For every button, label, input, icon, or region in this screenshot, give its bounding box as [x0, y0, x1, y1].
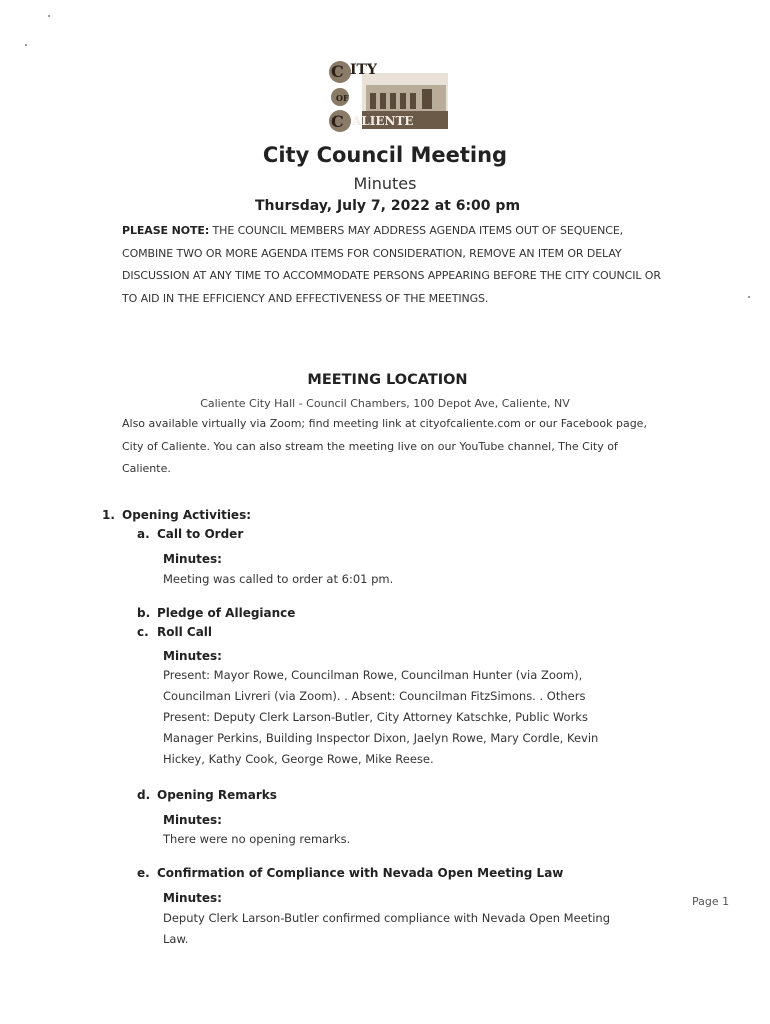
notice-label: PLEASE NOTE: — [122, 224, 210, 237]
item-title-opening-remarks: Opening Remarks — [157, 788, 277, 802]
section-number: 1. — [102, 508, 115, 522]
scan-speck — [25, 44, 27, 46]
logo-text-city: ITY — [350, 62, 377, 78]
minutes-label: Minutes: — [163, 813, 222, 827]
scan-speck — [748, 296, 750, 298]
item-letter: b. — [137, 606, 151, 620]
minutes-text: Deputy Clerk Larson-Butler confirmed compliance with Nevada Open Meeting Law. — [163, 911, 611, 946]
item-title-compliance: Confirmation of Compliance with Nevada Open Meeting Law — [157, 866, 564, 880]
item-letter: c. — [137, 625, 149, 639]
page-number: Page 1 — [692, 895, 730, 908]
minutes-text: There were no opening remarks. — [163, 832, 351, 846]
item-title-call-to-order: Call to Order — [157, 527, 244, 541]
logo-initial: C — [331, 112, 344, 131]
minutes-text: Meeting was called to order at 6:01 pm. — [163, 572, 394, 586]
logo-initial: C — [331, 62, 344, 81]
location-heading: MEETING LOCATION — [307, 372, 468, 388]
item-title-roll-call: Roll Call — [157, 625, 213, 639]
minutes-text: Present: Mayor Rowe, Councilman Rowe, Councilman Hunter (via Zoom), Councilman Livreri (via Zoom). . Absent: Councilman FitzSimons. . Others Present: Deputy Clerk Larson-Butler, City Attorney Katschke, Public Works Manager Perkins, Building Inspector Dixon, Jaelyn Rowe, Mary Cordle, Kevin Hickey, Kathy Cook, George Rowe, Mike Reese. — [163, 668, 599, 766]
page-subtitle: Minutes — [353, 174, 417, 193]
location-address: Caliente City Hall - Council Chambers, 100 Depot Ave, Caliente, NV — [200, 397, 570, 410]
logo-text-caliente: ALIENTE — [352, 114, 414, 128]
item-letter: d. — [137, 788, 151, 802]
page-title: City Council Meeting — [262, 143, 508, 167]
minutes-label: Minutes: — [163, 552, 222, 566]
minutes-label: Minutes: — [163, 891, 222, 905]
section-title: Opening Activities: — [122, 508, 252, 522]
item-letter: e. — [137, 866, 150, 880]
meeting-date: Thursday, July 7, 2022 at 6:00 pm — [254, 198, 521, 214]
item-letter: a. — [137, 527, 150, 541]
notice-text: THE COUNCIL MEMBERS MAY ADDRESS AGENDA ITEMS OUT OF SEQUENCE, COMBINE TWO OR MORE AGENDA ITEMS FOR CONSIDERATION, REMOVE AN ITEM OR DELAY DISCUSSION AT ANY TIME TO ACCOMMODATE PERSONS APPEARING BEFORE THE CITY COUNCIL OR TO AID IN THE EFFICIENCY AND EFFECTIVENESS OF THE MEETINGS. — [122, 224, 661, 305]
item-title-pledge: Pledge of Allegiance — [157, 606, 296, 620]
scan-speck — [48, 15, 50, 17]
city-logo — [326, 55, 450, 135]
notice-paragraph — [122, 220, 662, 310]
logo-text-of: OF — [336, 93, 349, 103]
location-details: Also available virtually via Zoom; find meeting link at cityofcaliente.com or our Facebook page, City of Caliente. You can also stream the meeting live on our YouTube channel, The City of Caliente. — [122, 417, 647, 475]
minutes-label: Minutes: — [163, 649, 222, 663]
